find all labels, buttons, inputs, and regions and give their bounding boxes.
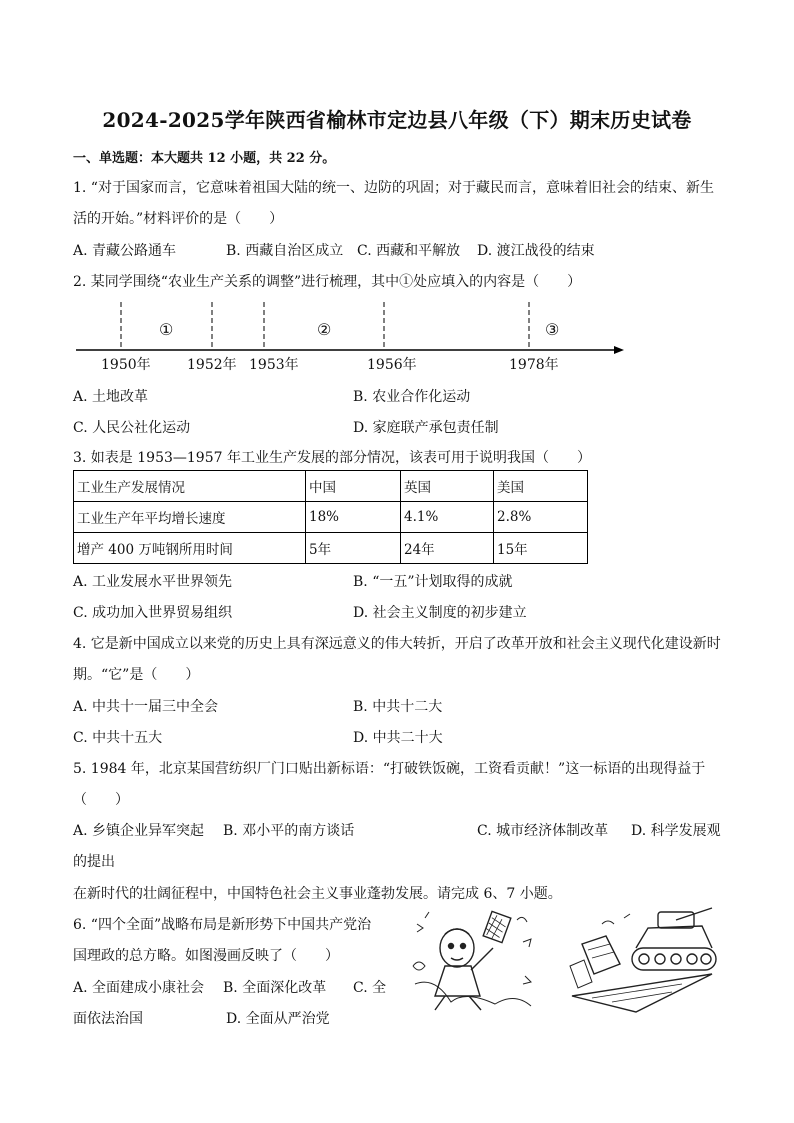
table-row [74, 533, 588, 564]
q4-option-d[interactable]: D. 中共二十大 [353, 730, 443, 746]
table-cell: 18% [306, 502, 401, 533]
timeline-year-1952: 1952年 [187, 357, 237, 373]
table-cell: 5年 [306, 533, 401, 564]
q1-stem-line1: 1. “对于国家而言，它意味着祖国大陆的统一、边防的巩固；对于藏民而言，意味着旧社会的结束、新生 [73, 180, 714, 196]
timeline-year-1950: 1950年 [101, 357, 151, 373]
q4-option-b[interactable]: B. 中共十二大 [353, 699, 443, 715]
timeline-mark-1: ① [159, 320, 174, 339]
q3-stem: 3. 如表是 1953—1957 年工业生产发展的部分情况，该表可用于说明我国（ ） [73, 450, 591, 466]
q2-stem: 2. 某同学围绕“农业生产关系的调整”进行梳理，其中①处应填入的内容是（ ） [73, 274, 582, 290]
q2-option-a[interactable]: A. 土地改革 [73, 389, 149, 405]
timeline-year-1956: 1956年 [367, 357, 417, 373]
timeline-mark-3: ③ [545, 320, 560, 339]
q3-option-d[interactable]: D. 社会主义制度的初步建立 [353, 605, 527, 621]
q3-data-table [73, 470, 588, 564]
q3-option-b[interactable]: B. “一五”计划取得的成就 [353, 574, 513, 590]
q5-option-d[interactable]: D. 科学发展观 [631, 823, 721, 839]
q2-option-b[interactable]: B. 农业合作化运动 [353, 389, 471, 405]
table-header-cell: 英国 [401, 471, 494, 502]
table-cell: 工业生产年平均增长速度 [74, 502, 306, 533]
q4-stem-line2: 期。“它”是（ ） [73, 667, 200, 683]
q3-option-a[interactable]: A. 工业发展水平世界领先 [73, 574, 233, 590]
q4-option-c[interactable]: C. 中共十五大 [73, 730, 163, 746]
q6-option-c[interactable]: C. 全 [353, 980, 387, 996]
q1-option-c[interactable]: C. 西藏和平解放 [357, 243, 461, 259]
q6-option-b[interactable]: B. 全面深化改革 [223, 980, 327, 996]
timeline-arrow-icon [614, 346, 624, 354]
q6-option-a[interactable]: A. 全面建成小康社会 [73, 980, 205, 996]
cartoon-fly-swatter-image [405, 906, 550, 1014]
q1-option-d[interactable]: D. 渡江战役的结束 [477, 243, 595, 259]
table-header-row [74, 471, 588, 502]
table-header-cell: 美国 [494, 471, 588, 502]
timeline-mark-2: ② [317, 320, 332, 339]
timeline-year-1978: 1978年 [509, 357, 559, 373]
table-header-cell: 工业生产发展情况 [74, 471, 306, 502]
q1-option-a[interactable]: A. 青藏公路通车 [73, 243, 177, 259]
table-row [74, 502, 588, 533]
table-cell: 增产 400 万吨钢所用时间 [74, 533, 306, 564]
section-heading: 一、单选题：本大题共 12 小题，共 22 分。 [73, 151, 336, 166]
table-cell: 4.1% [401, 502, 494, 533]
table-cell: 24年 [401, 533, 494, 564]
q6-option-c-continued: 面依法治国 [73, 1011, 143, 1027]
intro-q6-q7: 在新时代的壮阔征程中，中国特色社会主义事业蓬勃发展。请完成 6、7 小题。 [73, 886, 562, 902]
q5-option-a[interactable]: A. 乡镇企业异军突起 [73, 823, 205, 839]
q6-option-d[interactable]: D. 全面从严治党 [226, 1011, 330, 1027]
timeline-year-1953: 1953年 [249, 357, 299, 373]
q2-option-d[interactable]: D. 家庭联产承包责任制 [353, 420, 499, 436]
q5-option-c[interactable]: C. 城市经济体制改革 [477, 823, 609, 839]
q1-stem-line2: 活的开始。”材料评价的是（ ） [73, 211, 284, 227]
q5-stem-line1: 5. 1984 年，北京某国营纺织厂门口贴出新标语：“打破铁饭碗，工资看贡献！”这一标语的出现得益于 [73, 761, 706, 777]
exam-title: 2024-2025学年陕西省榆林市定边县八年级（下）期末历史试卷 [102, 108, 692, 132]
q5-option-d-continued: 的提出 [73, 854, 115, 870]
cartoon-tank-image [562, 904, 722, 1016]
q6-stem-line2: 国理政的总方略。如图漫画反映了（ ） [73, 948, 339, 964]
table-header-cell: 中国 [306, 471, 401, 502]
q6-stem-line1: 6. “四个全面”战略布局是新形势下中国共产党治 [73, 917, 372, 933]
q5-stem-line2: （ ） [73, 792, 129, 808]
q4-option-a[interactable]: A. 中共十一届三中全会 [73, 699, 219, 715]
q1-option-b[interactable]: B. 西藏自治区成立 [226, 243, 344, 259]
table-cell: 2.8% [494, 502, 588, 533]
q5-option-b[interactable]: B. 邓小平的南方谈话 [223, 823, 355, 839]
table-cell: 15年 [494, 533, 588, 564]
q3-option-c[interactable]: C. 成功加入世界贸易组织 [73, 605, 233, 621]
q4-stem-line1: 4. 它是新中国成立以来党的历史上具有深远意义的伟大转折，开启了改革开放和社会主义现代化建设新时 [73, 636, 721, 652]
q2-option-c[interactable]: C. 人民公社化运动 [73, 420, 191, 436]
